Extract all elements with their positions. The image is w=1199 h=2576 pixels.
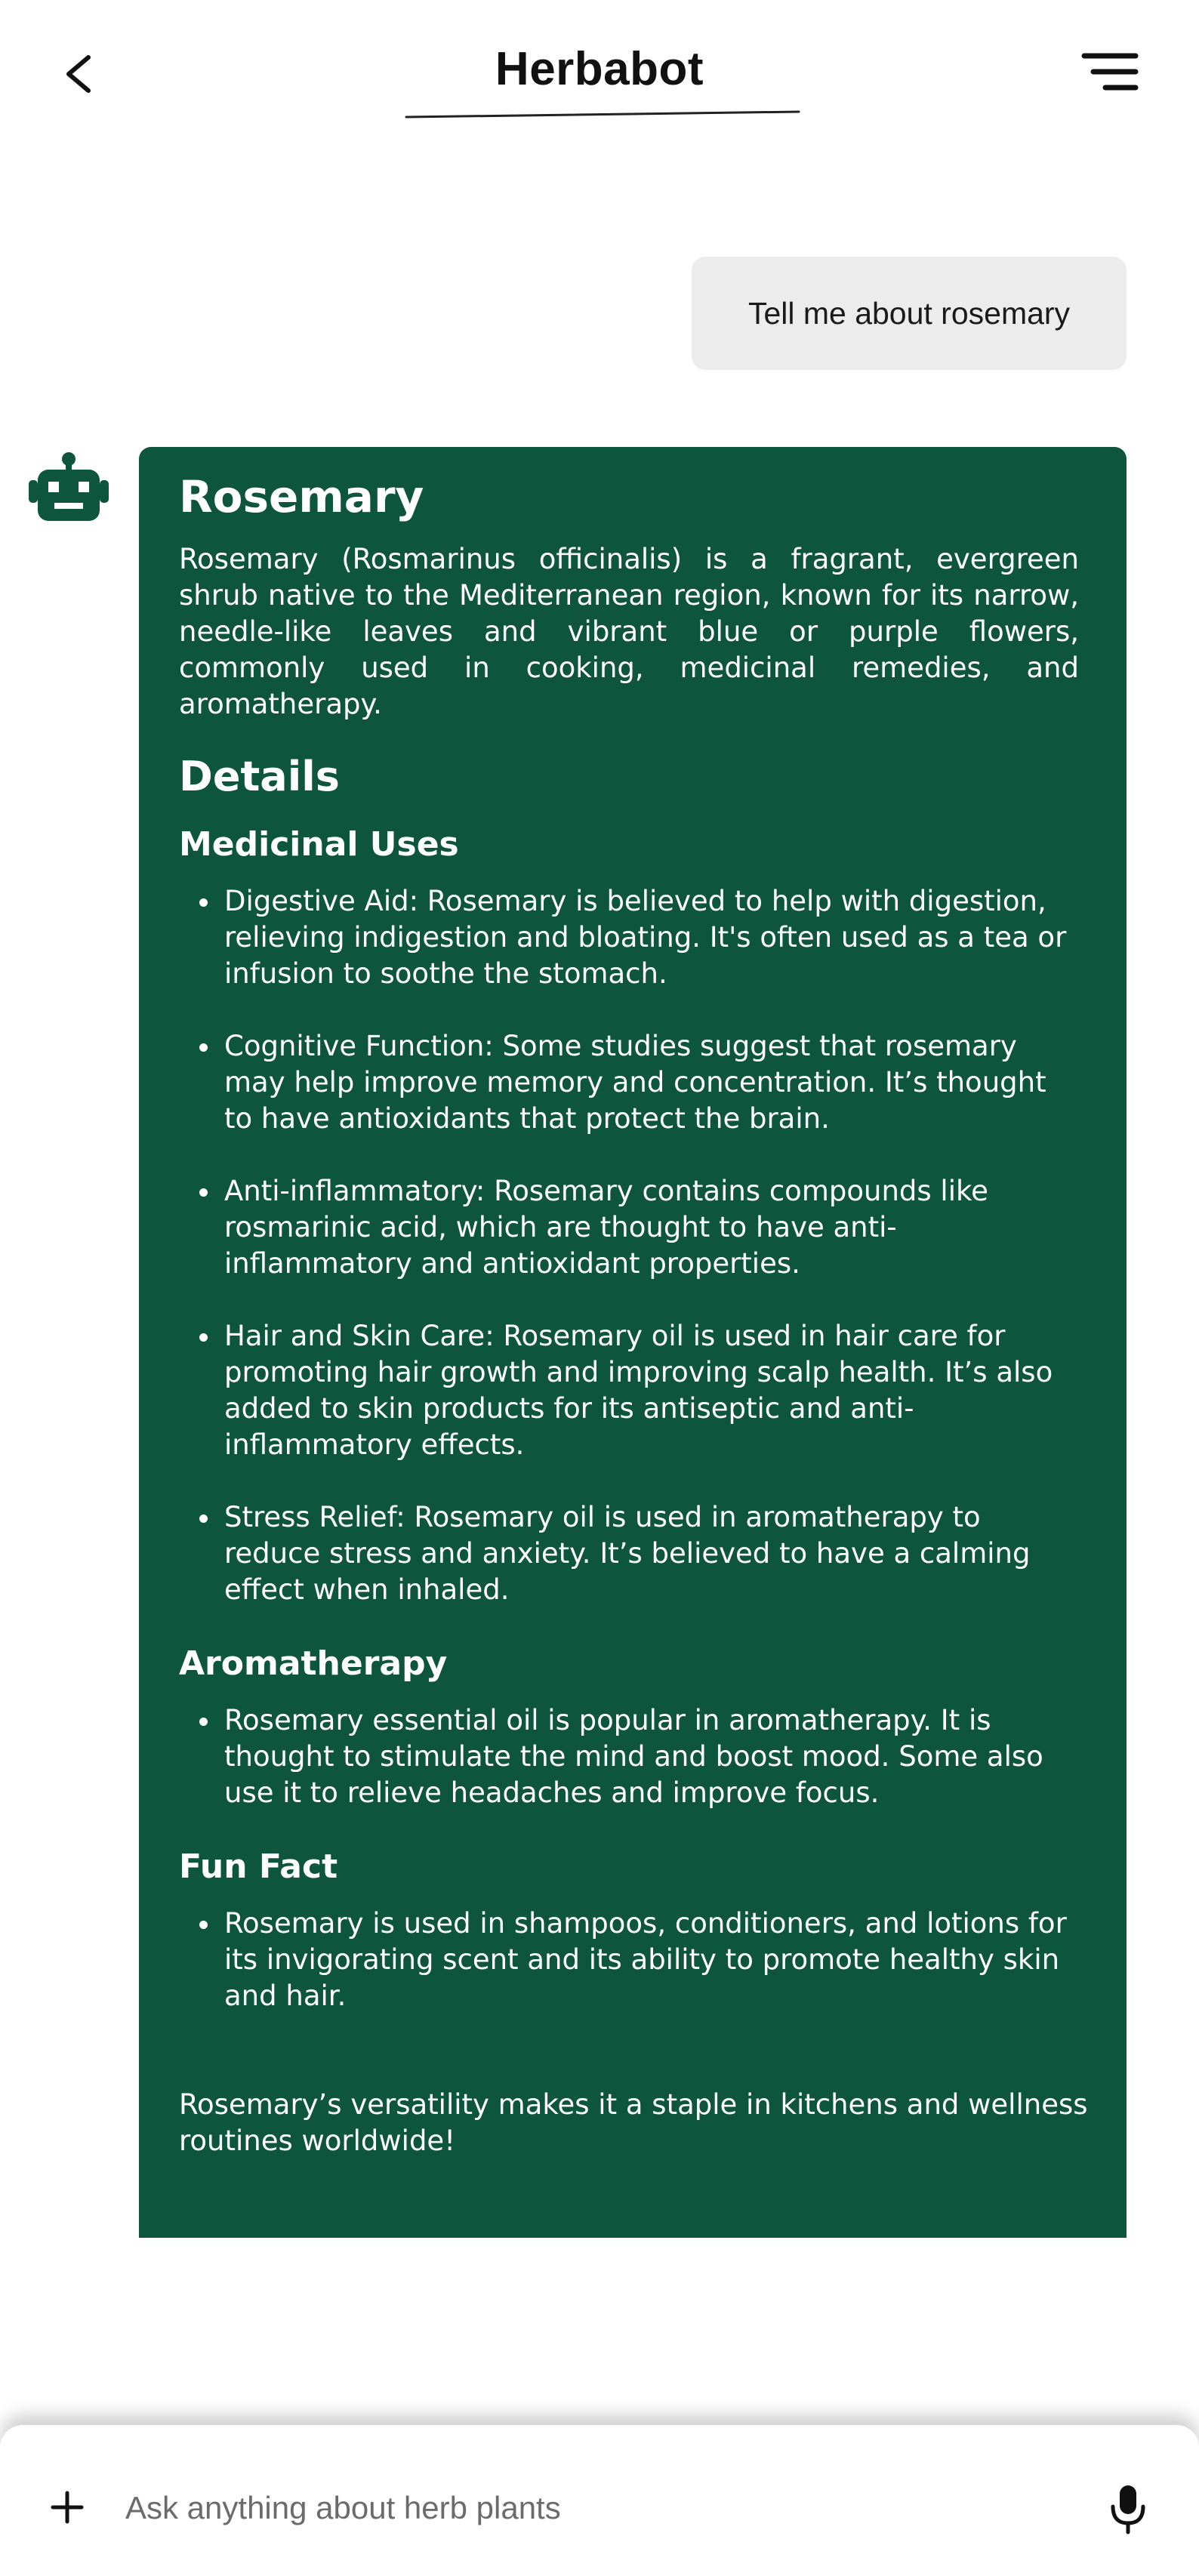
microphone-icon <box>1107 2482 1149 2535</box>
bot-intro: Rosemary (Rosmarinus officinalis) is a fragrant, evergreen shrub native to the Mediterranean region, known for its narrow, needle-like leaves and vibrant blue or purple flowers, commonly used in cooking, medicinal remedies, and aromatherapy. <box>179 542 1079 720</box>
bot-title: Rosemary <box>179 471 424 522</box>
page-title: Herbabot <box>495 43 704 95</box>
list-item: Hair and Skin Care: Rosemary oil is used in hair care for promoting hair growth and improving scalp health. It’s also added to skin products for its antiseptic and anti-inflammatory effects. <box>224 1318 1074 1463</box>
list-item: Anti-inflammatory: Rosemary contains compounds like rosmarinic acid, which are thought to have anti-inflammatory and antioxidant properties. <box>224 1173 1074 1282</box>
bot-message-card <box>139 447 1127 2238</box>
add-attachment-button[interactable] <box>45 2485 89 2529</box>
bot-outro: Rosemary’s versatility makes it a staple in kitchens and wellness routines worldwide! <box>179 2088 1088 2157</box>
list-item: Cognitive Function: Some studies suggest that rosemary may help improve memory and concentration. It’s thought to have antioxidants that protect the brain. <box>224 1028 1074 1137</box>
plus-icon <box>45 2485 89 2529</box>
list-item: Stress Relief: Rosemary oil is used in aromatherapy to reduce stress and anxiety. It’s believed to have a calming effect when inhaled. <box>224 1499 1074 1608</box>
menu-icon <box>1080 50 1140 95</box>
section-heading-medicinal-uses: Medicinal Uses <box>179 825 459 864</box>
bot-avatar <box>29 451 109 524</box>
message-input[interactable] <box>125 2482 1062 2534</box>
message-input-bar <box>0 2425 1199 2576</box>
robot-icon <box>29 451 109 524</box>
fun-fact-list <box>179 1906 1084 2014</box>
list-item: Rosemary essential oil is popular in aromatherapy. It is thought to stimulate the mind and boost mood. Some also use it to relieve headaches and improve focus. <box>224 1702 1074 1811</box>
aromatherapy-list <box>179 1702 1084 1811</box>
list-item: Rosemary is used in shampoos, conditioners, and lotions for its invigorating scent and its ability to promote healthy skin and hair. <box>224 1906 1074 2014</box>
voice-input-button[interactable] <box>1107 2482 1149 2535</box>
medicinal-uses-list <box>179 883 1084 1608</box>
section-heading-aromatherapy: Aromatherapy <box>179 1644 448 1684</box>
menu-button[interactable] <box>1080 50 1140 95</box>
title-underline <box>405 110 800 119</box>
list-item: Digestive Aid: Rosemary is believed to help with digestion, relieving indigestion and bloating. It's often used as a tea or infusion to soothe the stomach. <box>224 883 1074 992</box>
details-heading: Details <box>179 752 340 800</box>
section-heading-fun-fact: Fun Fact <box>179 1847 338 1886</box>
user-message-bubble: Tell me about rosemary <box>692 257 1127 370</box>
